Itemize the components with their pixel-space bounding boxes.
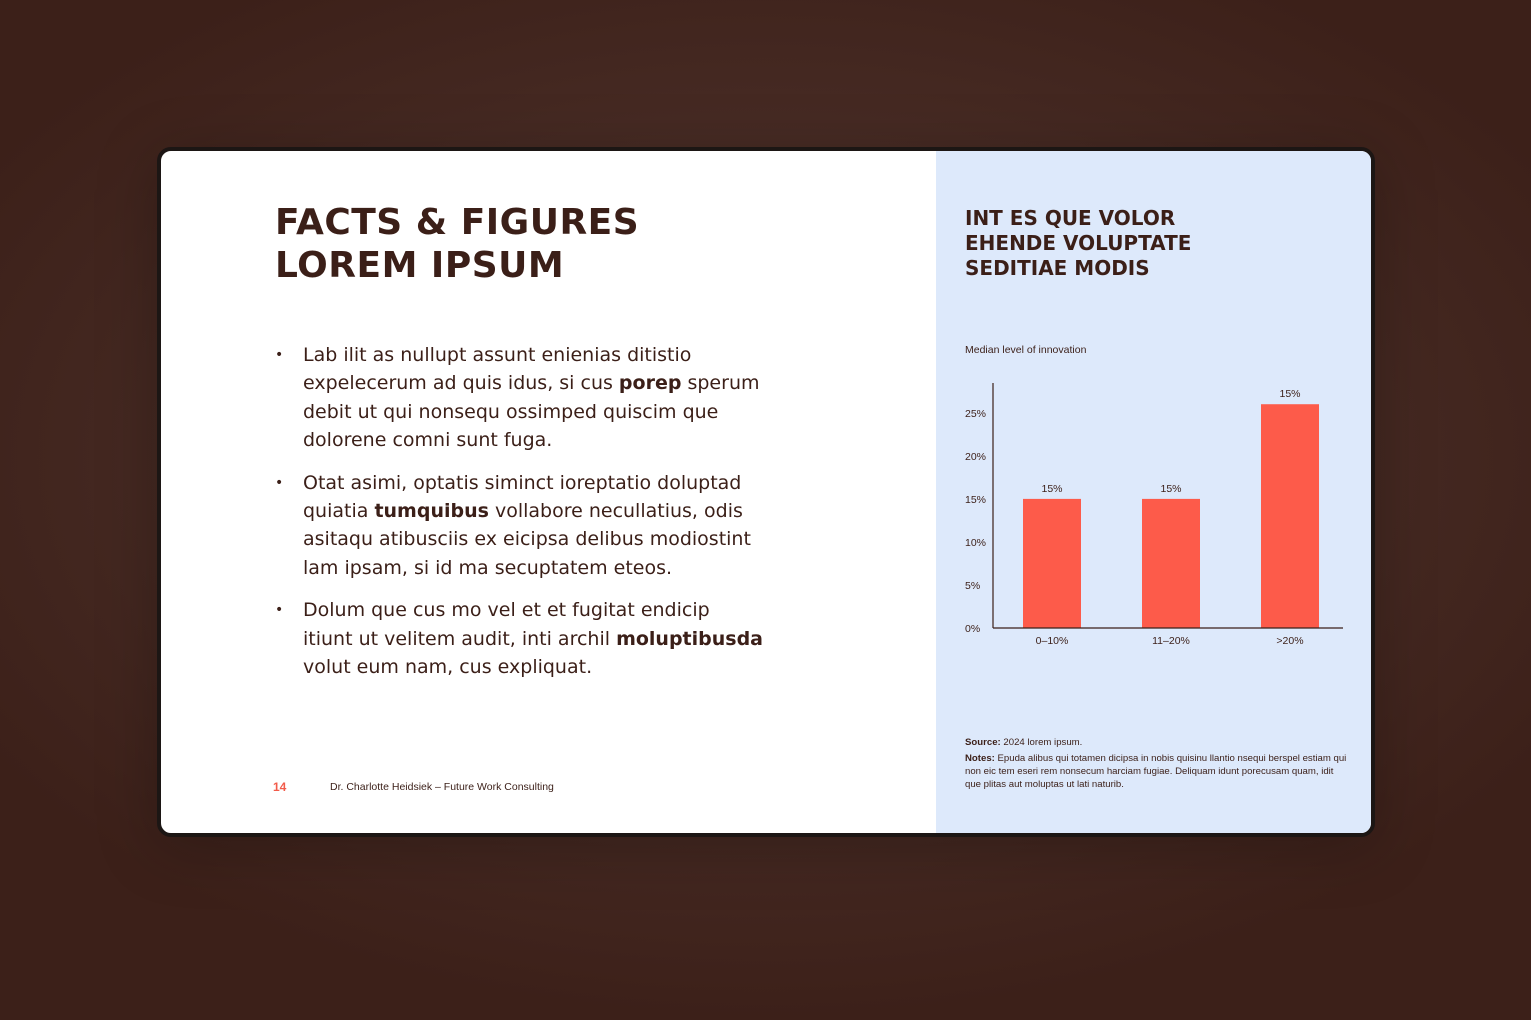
y-tick-label: 10% [965, 536, 987, 549]
bullet-text: Dolum que cus mo vel et et fugitat endicip itiunt ut velitem audit, inti archil [303, 599, 710, 650]
source-text: 2024 lorem ipsum. [1000, 737, 1083, 748]
x-tick-label: 0–10% [1035, 635, 1069, 647]
bullet-item [275, 596, 765, 681]
y-tick-label: 5% [965, 579, 981, 592]
bar-data-label: 15% [1041, 482, 1063, 495]
bullet-dot-icon: • [275, 602, 284, 619]
bullet-text: sperum debit ut qui nonsequ ossimped quiscim que dolorene comni sunt fuga. [303, 372, 760, 451]
bar [1142, 499, 1200, 628]
source-label: Source: [965, 737, 1001, 748]
page-number: 14 [273, 780, 287, 794]
bullet-emphasis: tumquibus [374, 499, 489, 522]
source-line [965, 736, 1350, 749]
bullet-text: vollabore necullatius, odis asitaqu atibusciis ex eicipsa delibus modiostint lam ipsam, si id ma secuptatem eteos. [303, 499, 751, 579]
slide-title-line-2: LOREM IPSUM [275, 245, 565, 286]
bar-data-label: 15% [1279, 388, 1301, 401]
x-tick-label: 11–20% [1152, 635, 1190, 647]
notes-label: Notes: [965, 753, 995, 764]
notes-line [965, 752, 1350, 791]
slide-title-line-1: FACTS & FIGURES [275, 202, 640, 243]
panel-title-line-1: INT ES QUE VOLOR [965, 206, 1176, 230]
bullet-list [275, 341, 765, 696]
bullet-emphasis: moluptibusda [616, 627, 764, 650]
bullet-item [275, 469, 765, 582]
bullet-emphasis: porep [618, 372, 682, 395]
footer-author: Dr. Charlotte Heidsiek – Future Work Consulting [330, 781, 554, 793]
bar [1261, 404, 1319, 628]
bullet-text: Otat asimi, optatis siminct ioreptatio doluptad quiatia [303, 471, 742, 522]
bar-chart [936, 151, 1375, 837]
chart-panel [936, 151, 1375, 833]
panel-title-line-2: EHENDE VOLUPTATE [965, 231, 1192, 255]
chart-notes [965, 736, 1350, 794]
panel-title-line-3: SEDITIAE MODIS [965, 256, 1150, 280]
bar-data-label: 15% [1160, 482, 1182, 495]
bullet-dot-icon: • [275, 347, 284, 363]
y-tick-label: 0% [965, 623, 981, 635]
y-tick-label: 25% [965, 407, 987, 420]
chart-title: Median level of innovation [965, 344, 1087, 356]
bullet-dot-icon: • [275, 474, 284, 491]
bar [1023, 499, 1081, 628]
slide-title [275, 201, 835, 287]
slide [157, 147, 1375, 837]
bullet-text: Lab ilit as nullupt assunt enienias ditistio expelecerum ad quis idus, si cus [303, 344, 692, 395]
bullet-text: volut eum nam, cus expliquat. [303, 655, 593, 678]
x-tick-label: >20% [1276, 635, 1304, 647]
slide-content [161, 151, 936, 833]
bullet-item [275, 341, 765, 454]
notes-text: Epuda alibus qui totamen dicipsa in nobis quisinu llantio nsequi berspel estiam qui non eic tem eseri rem nonsecum harciam fugiae. Deliquam idunt porecusam quam, idit que plitas aut moluptas ut lati naturib. [965, 753, 1347, 790]
y-tick-label: 20% [965, 450, 987, 463]
y-tick-label: 15% [965, 493, 987, 506]
